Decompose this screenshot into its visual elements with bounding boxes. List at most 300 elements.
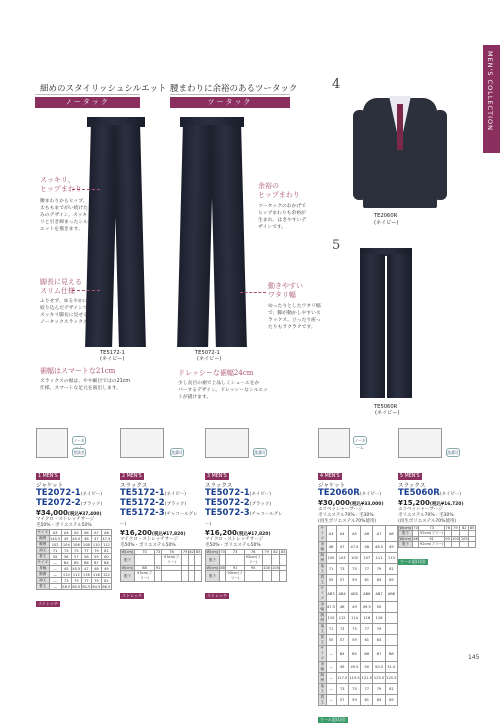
size-cell: 45 <box>61 566 71 572</box>
size-cell: 46 <box>81 536 91 542</box>
size-cell: 112 <box>72 572 80 577</box>
size-cell: 49 <box>336 662 348 673</box>
size-cell: 106 <box>72 542 80 547</box>
product-code: TE2072-2(ブラック) <box>36 498 103 508</box>
size-cell: 110 <box>62 572 70 577</box>
size-cell: 着丈 <box>37 584 50 590</box>
size-cell: 胸囲 <box>37 536 50 542</box>
size-cell: B5 <box>348 646 360 662</box>
size-cell: 47 <box>81 566 91 572</box>
size-cell: 91 <box>155 566 161 571</box>
callout-hem-title: 裾幅はスマートな21cm <box>40 367 116 375</box>
size-cell <box>155 571 162 582</box>
size-cell: 100 <box>452 537 459 542</box>
size-cell: 63 <box>373 635 385 646</box>
size-cell: 116 <box>82 572 90 577</box>
size-cell: 70 <box>220 550 225 555</box>
size-cell: — <box>49 566 61 572</box>
size-cell: 108 <box>82 542 90 547</box>
size-cell: 77 <box>361 564 373 575</box>
size-cell <box>188 571 195 582</box>
size-cell: B4 <box>61 560 71 566</box>
page-number: 145 <box>468 654 480 661</box>
size-cell: B8 <box>385 646 397 662</box>
size-cell: B6 <box>81 560 91 566</box>
size-cell: 胸囲 <box>320 553 325 562</box>
size-cell <box>195 571 202 582</box>
size-cell <box>385 602 397 613</box>
slacks-thumb-3 <box>205 428 249 458</box>
size-cell: A6 <box>81 530 91 536</box>
size-row <box>206 571 287 582</box>
size-cell: 48 <box>336 602 348 613</box>
size-cell: A7 <box>91 530 101 536</box>
size-cell: サイズ <box>37 530 48 534</box>
size-row <box>121 571 202 582</box>
product-3: 3 MEN'S スラックス TE5072-1(ネイビー) TE5072-2(ブラック) TE5072-3(チャコールグレー) ¥16,200(税込¥17,820) マイクロ・ストレッチサージ 毛50%・ポリエステル50% W(cm) 70 73 76 79 82 85 股下 93cm(フリー) W(cm) 88 91 95 100 105 股下 93cm(フリー) ストレッチ <box>205 474 286 599</box>
size-cell <box>182 555 189 566</box>
size-cell: 48 <box>91 566 101 572</box>
size-cell: B8 <box>101 560 111 566</box>
size-row <box>319 684 398 695</box>
size-cell: — <box>326 646 336 662</box>
size-cell: 79 <box>373 564 385 575</box>
size-cell: A5 <box>348 526 360 542</box>
right-heading: 腰まわりに余裕のあるツータック <box>170 84 298 94</box>
size-cell <box>385 613 397 624</box>
size-cell <box>280 571 287 582</box>
size-cell: 75 <box>71 578 81 584</box>
size-cell: 63 <box>373 575 385 586</box>
size-row <box>319 602 398 613</box>
size-cell <box>244 571 262 582</box>
icon-washable: 洗濯可 <box>254 450 266 455</box>
stretch-chip: ストレッチ <box>38 601 58 606</box>
size-cell: 93cm(フリー) <box>245 555 261 565</box>
size-cell: 76 <box>244 550 262 555</box>
size-cell: 75 <box>71 548 81 554</box>
size-cell: 123.5 <box>373 673 385 684</box>
size-cell: W(cm) <box>121 566 134 571</box>
size-cell: 胸囲 <box>320 613 325 622</box>
size-cell: 50 <box>373 602 385 613</box>
size-cell: 49 <box>101 566 111 572</box>
size-cell <box>226 555 244 566</box>
size-cell <box>385 635 397 646</box>
size-cell: 73 <box>226 550 244 555</box>
size-cell: — <box>49 560 61 566</box>
size-cell <box>385 624 397 635</box>
pant-photo-te5060r <box>358 248 414 398</box>
right-band: ツータック <box>170 97 290 108</box>
tag-te5172-color: (ネイビー) <box>100 356 125 362</box>
callout-width-title: 動きやすい ワタリ幅 <box>268 282 303 299</box>
size-cell: AB3 <box>326 586 336 602</box>
tag-te5060r: TE5060R <box>374 404 398 410</box>
left-rule <box>35 94 140 95</box>
product-line-badge: 2 MEN'S <box>122 474 142 479</box>
size-cell: 身幅 <box>320 662 325 671</box>
size-cell: W(cm) <box>399 526 412 531</box>
size-cell: サイズ <box>37 560 48 564</box>
size-cell: 45.5 <box>72 566 81 571</box>
size-cell: 70 <box>134 550 154 555</box>
size-cell: B4 <box>336 646 348 662</box>
size-cell: 62.5 <box>82 584 91 589</box>
product-category: スラックス <box>120 483 148 489</box>
size-cell: 胴囲 <box>37 542 50 548</box>
size-cell: 59 <box>91 554 101 560</box>
size-cell: 77 <box>361 624 373 635</box>
size-cell: A7 <box>373 526 385 542</box>
slacks-thumb-2 <box>120 428 164 458</box>
size-cell: W(cm) <box>121 550 134 555</box>
size-cell: 50.5 <box>373 662 385 673</box>
size-table <box>120 549 202 582</box>
size-table <box>318 525 398 706</box>
icon-unlined: 背抜き <box>73 450 85 455</box>
size-row <box>319 624 398 635</box>
size-cell: 81 <box>101 548 111 554</box>
callout-slim-body: ふりせず、ゆるやかに 絞り込んだデザインで、 スッキリ脚長に見せる ノータックスラックス。 <box>40 299 93 325</box>
product-line-badge: 4 MEN'S <box>320 474 340 479</box>
size-cell: 袖丈 <box>320 624 325 633</box>
size-cell <box>262 571 271 582</box>
size-cell: 79 <box>373 684 385 695</box>
size-cell: 股下 <box>121 571 135 582</box>
size-cell: 60 <box>101 554 111 560</box>
size-cell: 100 <box>263 566 271 571</box>
size-row <box>319 526 398 542</box>
size-row <box>319 695 398 706</box>
callout-hem-body: スラックスの裾は、やや細目ではの21cm 仕様。スマートな足元を演出します。 <box>40 379 131 391</box>
product-material: マイクロ・ストレッチサージ 毛50%・ポリエステル50% <box>36 517 95 528</box>
size-row <box>319 646 398 662</box>
size-cell <box>262 555 271 566</box>
side-tab: MEN'S COLLECTION <box>483 45 500 153</box>
size-cell: 袖丈 <box>37 548 50 554</box>
size-cell: W(cm) <box>206 566 219 571</box>
size-cell: 61 <box>361 635 373 646</box>
size-cell: 袖丈 <box>320 564 325 573</box>
size-cell: 48 <box>361 542 373 553</box>
size-cell: 58.5 <box>62 584 71 589</box>
size-cell: 73 <box>336 624 348 635</box>
tag-te5172: TE5172-1 <box>100 350 125 356</box>
size-cell: 61 <box>361 575 373 586</box>
size-cell: 93cm(フリー) <box>227 571 243 581</box>
callout-line <box>72 189 100 190</box>
size-cell: 49.5 <box>361 602 373 613</box>
size-cell: 49 <box>385 542 397 553</box>
size-cell: — <box>326 695 336 706</box>
product-line-badge: 3 MEN'S <box>207 474 227 479</box>
size-cell: 45 <box>61 536 71 542</box>
size-cell: 110 <box>92 542 100 547</box>
size-cell: 股下 <box>206 571 220 582</box>
size-cell: 65 <box>385 695 397 706</box>
size-cell: A6 <box>361 526 373 542</box>
size-cell: 82 <box>271 550 280 555</box>
size-cell: 82 <box>460 526 469 531</box>
size-row <box>319 575 398 586</box>
size-cell: 122 <box>102 572 110 577</box>
right-rule <box>170 94 290 95</box>
size-cell: 91 <box>226 566 244 571</box>
size-cell <box>155 555 162 566</box>
size-cell: 48.5 <box>373 542 385 553</box>
size-cell: 身幅 <box>37 566 50 572</box>
size-cell: 57 <box>336 575 348 586</box>
pant-photo-te5072 <box>178 117 246 347</box>
product-line-badge: 1 MEN'S <box>38 474 58 479</box>
callout-dressy-title: ドレッシーな裾幅24cm <box>178 369 254 377</box>
left-heading: 細めのスタイリッシュシルエット <box>40 84 167 94</box>
size-cell <box>182 571 189 582</box>
size-cell: 55 <box>326 635 336 646</box>
size-cell: A5 <box>71 530 81 536</box>
size-cell: 76 <box>445 526 450 531</box>
size-cell: A3 <box>326 526 336 542</box>
size-cell: 71 <box>326 624 336 635</box>
size-cell: 股下 <box>121 555 135 566</box>
size-cell: 49.5 <box>348 662 360 673</box>
size-cell: 胸囲 <box>37 572 50 578</box>
size-cell: 113 <box>385 553 397 564</box>
callout-line <box>72 290 100 291</box>
size-row <box>206 555 287 566</box>
size-cell: 75 <box>348 564 360 575</box>
product-5: 5 MEN'S スラックス TE5060R(ネイビー) ¥15,200(税込¥16,720) エコベッシャーサージ ポリエステル70%・毛30% (再生ポリエステル70%使用) W(cm) 70 73 76 79 82 85 股下 92cm(フリー) W(cm) 88 91 95 100 105 股下 92cm(フリー) ウール混(1回) <box>398 474 475 565</box>
size-cell: 85 <box>195 550 201 555</box>
size-cell: 57 <box>71 554 81 560</box>
size-cell: 股下 <box>206 555 220 566</box>
tag-te2060r-color: (ネイビー) <box>374 220 399 226</box>
left-band: ノータック <box>35 97 140 108</box>
size-cell: 59 <box>348 635 360 646</box>
size-cell: 79 <box>373 624 385 635</box>
size-row <box>319 613 398 624</box>
size-cell <box>271 555 280 566</box>
item-number-5: 5 <box>332 238 341 253</box>
size-cell: AB7 <box>373 586 385 602</box>
size-cell: 79 <box>451 526 460 531</box>
icon-washable: 洗濯可 <box>171 450 183 455</box>
size-cell: 95 <box>445 537 450 542</box>
size-cell <box>412 542 419 548</box>
size-cell: 79 <box>91 548 101 554</box>
size-cell: 145.5 <box>50 536 61 541</box>
size-cell <box>188 555 195 566</box>
size-cell: 112 <box>336 613 348 624</box>
size-cell: — <box>326 673 336 684</box>
size-cell: 58 <box>81 554 91 560</box>
size-cell: 着丈 <box>37 554 50 560</box>
size-cell: 着丈 <box>320 575 325 584</box>
size-cell: AB5 <box>348 586 360 602</box>
suit-photo-te2060r <box>345 90 455 208</box>
size-cell: 79 <box>182 550 188 555</box>
size-cell: 77 <box>81 548 91 554</box>
size-cell: A4 <box>61 530 71 536</box>
size-cell: 70 <box>413 526 418 531</box>
size-cell <box>161 571 181 582</box>
size-row <box>319 635 398 646</box>
size-cell: 73 <box>336 564 348 575</box>
size-table <box>398 525 476 548</box>
size-table <box>36 529 112 590</box>
size-cell: 65 <box>385 575 397 586</box>
size-cell: 79 <box>91 578 101 584</box>
size-cell: 47.5 <box>326 602 336 613</box>
size-cell: 102 <box>49 542 61 548</box>
size-cell: 73 <box>419 526 445 531</box>
size-cell: 身幅 <box>320 602 325 611</box>
callout-tuck-body: ツータックのおかげで ヒップまわりも余裕が 生まれ、はきやすいデ ザインです。 <box>258 204 307 230</box>
size-cell: W(cm) <box>399 537 412 542</box>
icon-no-name: ノーネーム <box>354 438 366 450</box>
size-cell: 118 <box>373 613 385 624</box>
size-cell: 117.5 <box>336 673 348 684</box>
size-cell: 64.5 <box>92 584 101 589</box>
size-cell <box>271 571 280 582</box>
size-cell: 46 <box>326 542 336 553</box>
size-cell: W(cm) <box>206 550 219 555</box>
size-cell: 79 <box>262 550 271 555</box>
size-cell: 77 <box>361 684 373 695</box>
size-cell: サイズ <box>320 646 325 660</box>
size-row <box>319 553 398 564</box>
size-cell: — <box>326 684 336 695</box>
size-cell: 47 <box>336 542 348 553</box>
tag-te5072-color: (ネイビー) <box>197 356 222 362</box>
size-cell <box>469 542 476 548</box>
size-cell: 47.5 <box>102 536 111 541</box>
size-cell <box>195 555 202 566</box>
callout-dressy-body: 少し長目の裾で上品しくシューエをか バーするデザイン。ドレッシーなシルエッ トが描けます。 <box>178 381 268 400</box>
callout-slim-title: 脚長に見える スリム仕様 <box>40 278 82 295</box>
size-row <box>319 662 398 673</box>
size-cell: A4 <box>336 526 348 542</box>
size-cell: 57 <box>336 695 348 706</box>
size-cell: B5 <box>71 560 81 566</box>
size-cell: 92cm(フリー) <box>419 531 444 536</box>
size-cell: 85 <box>280 550 286 555</box>
size-cell: 股下 <box>399 531 413 537</box>
size-cell: 100 <box>326 553 336 564</box>
size-cell: 50 <box>361 662 373 673</box>
size-cell: 104 <box>62 542 70 547</box>
size-cell: 73 <box>61 548 71 554</box>
size-cell <box>219 571 226 582</box>
icon-washable: 洗濯可 <box>447 450 459 455</box>
size-cell: 93cm(フリー) <box>161 555 181 566</box>
size-cell: 111 <box>373 553 385 564</box>
size-cell: 77 <box>81 578 91 584</box>
size-cell: 121.5 <box>361 673 373 684</box>
size-cell: サイズ <box>320 526 325 540</box>
size-cell: 袖丈 <box>37 578 50 584</box>
size-cell: AB8 <box>385 586 397 602</box>
size-cell: 81 <box>101 578 111 584</box>
size-cell: 118 <box>92 572 100 577</box>
jacket-thumb-2060 <box>318 428 350 458</box>
size-cell <box>444 542 451 548</box>
size-cell: 76 <box>161 550 181 555</box>
product-category: ジャケット <box>36 483 64 489</box>
size-cell: 125.5 <box>385 673 397 684</box>
size-cell: 95 <box>244 566 262 571</box>
size-cell: 103 <box>336 553 348 564</box>
size-cell: A8 <box>101 530 111 536</box>
size-cell: 63 <box>373 695 385 706</box>
callout-hip-body: 腰まわりからヒップ、 太ももまでがい続けた みのデザイン。スッキ リと引き締まったシル エットを描きます。 <box>40 199 88 232</box>
size-cell: AB4 <box>336 586 348 602</box>
size-cell: 93cm(フリー) <box>134 571 154 582</box>
size-cell: 身幅 <box>320 542 325 551</box>
size-row <box>319 673 398 684</box>
size-cell: 82 <box>189 550 194 555</box>
size-cell: 75 <box>348 684 360 695</box>
size-cell: 75 <box>348 624 360 635</box>
size-cell: 57 <box>336 635 348 646</box>
size-cell: — <box>326 662 336 673</box>
size-cell: AB6 <box>361 586 373 602</box>
size-cell: 92cm(フリー) <box>419 542 444 547</box>
size-cell: 105 <box>348 553 360 564</box>
size-cell: A8 <box>385 526 397 542</box>
size-cell: 88 <box>220 566 225 571</box>
size-cell: 59 <box>348 695 360 706</box>
callout-width-body: ゆったりとしたワタリ幅 で、脚が動かしやすいス ラックス。立ったり座っ たりもラクラクです。 <box>268 304 321 330</box>
callout-hip-title: スッキリ、 ヒップまわり <box>40 176 82 193</box>
size-cell: 119.5 <box>348 673 360 684</box>
size-cell: 88 <box>413 537 418 542</box>
size-cell <box>134 555 154 566</box>
product-1 <box>36 462 116 609</box>
size-cell: 45.5 <box>72 536 81 541</box>
size-cell: B6 <box>361 646 373 662</box>
size-cell: 股下 <box>399 542 413 548</box>
size-table <box>205 549 287 582</box>
size-cell <box>280 555 287 566</box>
product-code: TE2072-1(ネイビー) <box>36 488 102 498</box>
size-cell: 71 <box>49 548 61 554</box>
size-cell: — <box>49 578 61 584</box>
size-cell: 85 <box>469 526 475 531</box>
size-cell: 114 <box>348 613 360 624</box>
size-cell <box>460 542 469 548</box>
size-cell <box>451 542 460 548</box>
size-cell: 49 <box>348 602 360 613</box>
size-cell: 71 <box>326 564 336 575</box>
tag-te5072: TE5072-1 <box>195 350 220 356</box>
size-row <box>37 584 112 590</box>
tag-te2060r: TE2060R <box>374 213 398 219</box>
size-cell: 袖丈 <box>320 684 325 693</box>
size-cell: 55 <box>49 554 61 560</box>
icon-no-name: ノーネーム <box>73 438 85 450</box>
size-cell: 59 <box>348 575 360 586</box>
size-cell: 51.5 <box>385 662 397 673</box>
size-cell: 110 <box>326 613 336 624</box>
size-cell: B7 <box>373 646 385 662</box>
jacket-thumb <box>36 428 68 458</box>
pant-photo-te5172 <box>85 117 147 347</box>
size-row <box>121 555 202 566</box>
size-cell: 73 <box>336 684 348 695</box>
product-2: 2 MEN'S スラックス TE5172-1(ネイビー) TE5172-2(ブラック) TE5172-3(チャコールグレー) ¥16,200(税込¥17,820) マイクロ・ストレッチサージ 毛50%・ポリエステル50% W(cm) 70 73 76 79 82 85 股下 93cm(フリー) W(cm) 88 91 股下 93cm(フリー) ストレッチ <box>120 474 201 599</box>
